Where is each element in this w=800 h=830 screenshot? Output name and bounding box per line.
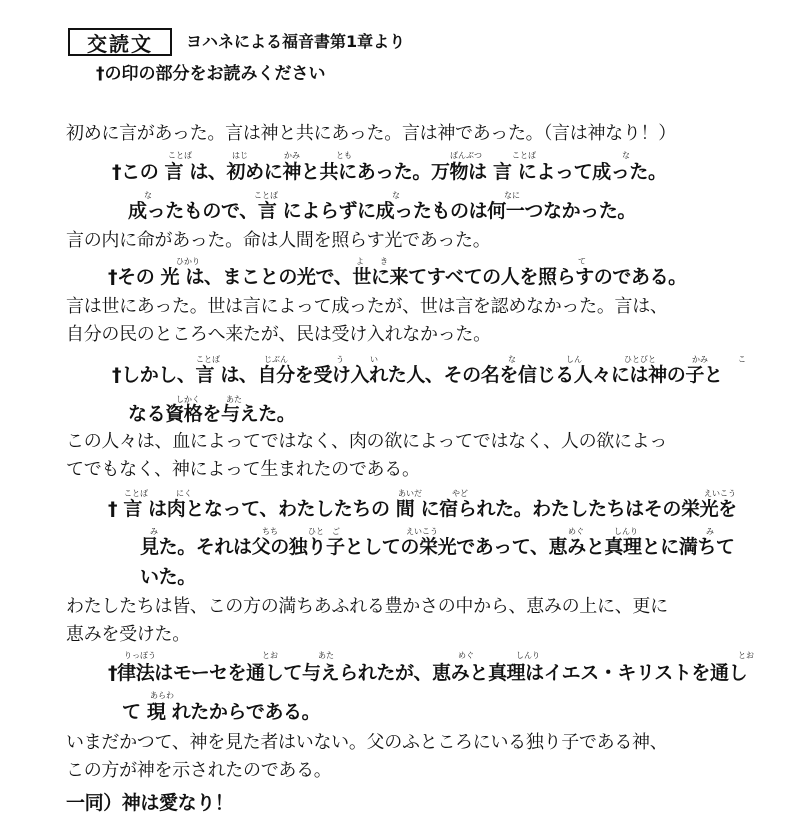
ruby: あいだ <box>398 489 422 498</box>
ruby: ことば <box>168 151 192 160</box>
ruby: ことば <box>512 151 536 160</box>
ruby: かみ <box>692 355 708 364</box>
ruby: ひとびと <box>624 355 656 364</box>
ruby: み <box>150 527 158 536</box>
ruby: ことば <box>124 489 148 498</box>
reading-line-leader: この方が神を示されたのである。 <box>66 760 332 781</box>
reading-line-congregation: 成ったもので、言 によらずに成ったものは何一つなかった。 <box>128 200 637 222</box>
reading-instruction: †の印の部分をお読みください <box>96 64 326 84</box>
reading-line-leader: てでもなく、神によって生まれたのである。 <box>66 459 420 480</box>
header-box-label: 交読文 <box>68 28 172 56</box>
reading-line-congregation: †律法はモーセを通して与えられたが、恵みと真理はイエス・キリストを通し <box>108 662 748 684</box>
reading-line-congregation: †しかし、言 は、自分を受け入れた人、その名を信じる人々には神の子と <box>112 364 723 386</box>
ruby: な <box>622 151 630 160</box>
ruby: う <box>336 355 344 364</box>
ruby: み <box>706 527 714 536</box>
ruby: あた <box>318 651 334 660</box>
reading-line-leader: 恵みを受けた。 <box>66 624 190 645</box>
ruby: よ <box>356 257 364 266</box>
ruby: はじ <box>232 151 248 160</box>
ruby: ひと <box>308 527 324 536</box>
source-reference: ヨハネによる福音書第1章より <box>186 32 406 51</box>
ruby: しん <box>566 355 582 364</box>
ruby: い <box>370 355 378 364</box>
reading-line-leader: いまだかつて、神を見た者はいない。父のふところにいる独り子である神、 <box>66 732 668 753</box>
reading-line-congregation: †その 光 は、まことの光で、世に来てすべての人を照らすのである。 <box>108 266 687 288</box>
ruby: ちち <box>262 527 278 536</box>
ruby: ばんぶつ <box>450 151 482 160</box>
ruby: き <box>380 257 388 266</box>
reading-line-leader: 言の内に命があった。命は人間を照らす光であった。 <box>66 230 491 251</box>
ruby: えいこう <box>704 489 736 498</box>
ruby: こ <box>738 355 746 364</box>
reading-line-congregation: いた。 <box>140 566 196 588</box>
ruby: な <box>392 191 400 200</box>
ruby: とも <box>336 151 352 160</box>
ruby: とお <box>738 651 754 660</box>
ruby: めぐ <box>568 527 584 536</box>
ruby: にく <box>176 489 192 498</box>
ruby: じぶん <box>264 355 288 364</box>
ruby: しかく <box>176 395 200 404</box>
ruby: なに <box>504 191 520 200</box>
reading-line-congregation: † 言 は肉となって、わたしたちの 間 に宿られた。わたしたちはその栄光を <box>108 498 737 520</box>
ruby: あた <box>226 395 242 404</box>
reading-line-leader: 言は世にあった。世は言によって成ったが、世は言を認めなかった。言は、 <box>66 296 668 317</box>
ruby: ご <box>332 527 340 536</box>
ruby: めぐ <box>458 651 474 660</box>
ruby: な <box>144 191 152 200</box>
ruby: ことば <box>254 191 278 200</box>
ruby: りっぽう <box>124 651 156 660</box>
ruby: て <box>578 257 586 266</box>
reading-line-leader: 初めに言があった。言は神と共にあった。言は神であった。（言は神なり！） <box>66 123 676 144</box>
ruby: とお <box>262 651 278 660</box>
ruby: な <box>508 355 516 364</box>
reading-line-congregation: 見た。それは父の独り子としての栄光であって、恵みと真理とに満ちて <box>140 536 735 558</box>
ruby: あらわ <box>150 691 174 700</box>
reading-line-leader: この人々は、血によってではなく、肉の欲によってではなく、人の欲によっ <box>66 431 668 452</box>
reading-line-congregation: て 現 れたからである。 <box>122 701 321 723</box>
reading-line-leader: 自分の民のところへ来たが、民は受け入れなかった。 <box>66 324 491 345</box>
ruby: かみ <box>284 151 300 160</box>
reading-line-leader: わたしたちは皆、この方の満ちあふれる豊かさの中から、恵みの上に、更に <box>66 596 668 617</box>
ruby: やど <box>452 489 468 498</box>
ruby: えいこう <box>406 527 438 536</box>
closing-line-all: 一同）神は愛なり！ <box>66 792 234 814</box>
ruby: ことば <box>196 355 220 364</box>
reading-line-congregation: なる資格を与えた。 <box>128 403 296 425</box>
reading-line-congregation: †この 言 は、初めに神と共にあった。万物は 言 によって成った。 <box>112 161 667 183</box>
ruby: ひかり <box>176 257 200 266</box>
ruby: しんり <box>516 651 540 660</box>
ruby: しんり <box>614 527 638 536</box>
